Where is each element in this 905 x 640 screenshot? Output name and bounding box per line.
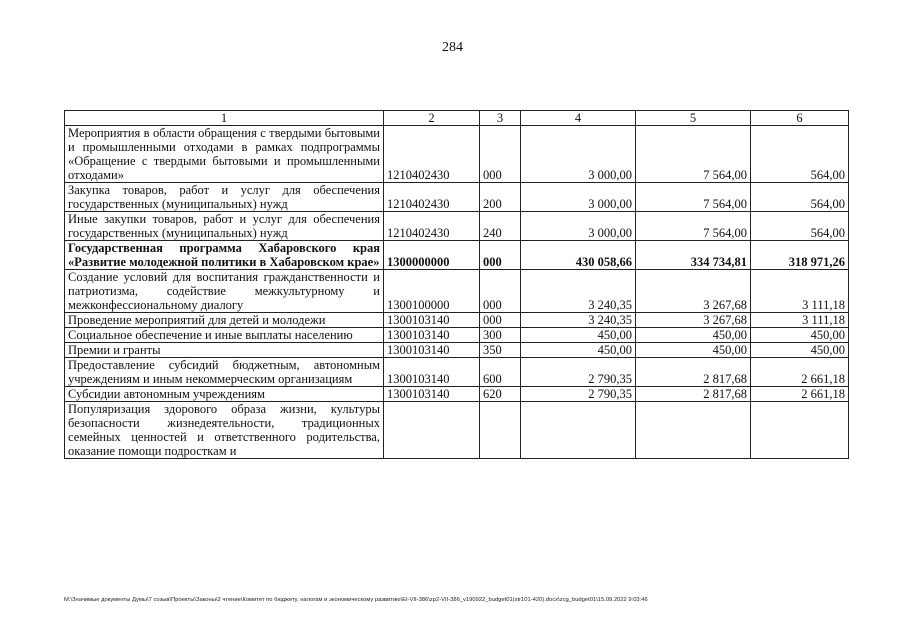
- header-cell: 3: [480, 111, 521, 126]
- row-name: Мероприятия в области обращения с твердыми бытовыми и промышленными отходами в рамках подпрограммы «Обращение с твердыми бытовыми и промышленными отходами»: [65, 126, 384, 183]
- row-value-col5: 2 817,68: [636, 387, 751, 402]
- row-value-col5: 7 564,00: [636, 212, 751, 241]
- header-cell: 1: [65, 111, 384, 126]
- row-vr: 350: [480, 343, 521, 358]
- row-vr: 000: [480, 270, 521, 313]
- row-name: Субсидии автономным учреждениям: [65, 387, 384, 402]
- row-code: [384, 402, 480, 459]
- row-value-col5: 7 564,00: [636, 183, 751, 212]
- row-code: 1210402430: [384, 183, 480, 212]
- row-value-col4: 430 058,66: [521, 241, 636, 270]
- header-cell: 5: [636, 111, 751, 126]
- row-value-col6: 2 661,18: [751, 358, 849, 387]
- row-value-col4: 2 790,35: [521, 387, 636, 402]
- table-row: [65, 183, 849, 212]
- row-vr: 600: [480, 358, 521, 387]
- row-code: 1300103140: [384, 343, 480, 358]
- row-code: 1300103140: [384, 328, 480, 343]
- row-value-col6: 3 111,18: [751, 313, 849, 328]
- row-value-col5: 334 734,81: [636, 241, 751, 270]
- table-row: [65, 402, 849, 459]
- row-value-col4: 3 000,00: [521, 126, 636, 183]
- row-value-col5: 3 267,68: [636, 313, 751, 328]
- header-cell: 6: [751, 111, 849, 126]
- row-name: Закупка товаров, работ и услуг для обеспечения государственных (муниципальных) нужд: [65, 183, 384, 212]
- table-row: [65, 212, 849, 241]
- row-value-col5: 450,00: [636, 328, 751, 343]
- row-vr: 000: [480, 126, 521, 183]
- row-name: Предоставление субсидий бюджетным, автономным учреждениям и иным некоммерческим организациям: [65, 358, 384, 387]
- footer-file-path: М:\Значимые документы Думы\7 созыв\Проекты\Законы\2 чтение\Комитет по бюджету, налогам и экономическому развитию\ЕІ-VII-386\zp2-VII-386_v190922_budget01(str101-420).docx\zcg_budget01\15.09.2022 9:03:46: [64, 597, 648, 603]
- row-value-col4: 450,00: [521, 328, 636, 343]
- row-value-col6: 450,00: [751, 328, 849, 343]
- page-number: 284: [442, 40, 463, 55]
- table-row: [65, 328, 849, 343]
- row-value-col4: 2 790,35: [521, 358, 636, 387]
- row-vr: 000: [480, 241, 521, 270]
- row-value-col6: 564,00: [751, 183, 849, 212]
- row-value-col5: 3 267,68: [636, 270, 751, 313]
- table-row: [65, 126, 849, 183]
- row-value-col6: 564,00: [751, 212, 849, 241]
- row-name: Премии и гранты: [65, 343, 384, 358]
- row-value-col5: 2 817,68: [636, 358, 751, 387]
- row-vr: 620: [480, 387, 521, 402]
- row-value-col6: [751, 402, 849, 459]
- row-name: Государственная программа Хабаровского края «Развитие молодежной политики в Хабаровском крае»: [65, 241, 384, 270]
- row-value-col4: 3 240,35: [521, 270, 636, 313]
- table-row: [65, 270, 849, 313]
- table-header-row: [65, 111, 849, 126]
- table-row-program: [65, 241, 849, 270]
- row-vr: 000: [480, 313, 521, 328]
- row-name: Создание условий для воспитания гражданственности и патриотизма, содействие межкультурному и межконфессиональному диалогу: [65, 270, 384, 313]
- row-value-col6: 318 971,26: [751, 241, 849, 270]
- row-code: 1300103140: [384, 358, 480, 387]
- row-value-col6: 564,00: [751, 126, 849, 183]
- row-code: 1210402430: [384, 212, 480, 241]
- row-code: 1300103140: [384, 387, 480, 402]
- table-row: [65, 343, 849, 358]
- row-name: Иные закупки товаров, работ и услуг для обеспечения государственных (муниципальных) нужд: [65, 212, 384, 241]
- table-row: [65, 313, 849, 328]
- row-value-col5: 7 564,00: [636, 126, 751, 183]
- header-cell: 4: [521, 111, 636, 126]
- row-value-col6: 3 111,18: [751, 270, 849, 313]
- row-name: Популяризация здорового образа жизни, культуры безопасности жизнедеятельности, традиционных семейных ценностей и ответственного родительства, оказание помощи подросткам и: [65, 402, 384, 459]
- row-vr: [480, 402, 521, 459]
- row-value-col5: [636, 402, 751, 459]
- row-code: 1300103140: [384, 313, 480, 328]
- row-value-col4: 450,00: [521, 343, 636, 358]
- row-value-col4: 3 000,00: [521, 212, 636, 241]
- row-code: 1300100000: [384, 270, 480, 313]
- table-row: [65, 387, 849, 402]
- row-name: Социальное обеспечение и иные выплаты населению: [65, 328, 384, 343]
- row-code: 1300000000: [384, 241, 480, 270]
- row-value-col5: 450,00: [636, 343, 751, 358]
- table-row: [65, 358, 849, 387]
- header-cell: 2: [384, 111, 480, 126]
- row-value-col4: [521, 402, 636, 459]
- row-value-col4: 3 240,35: [521, 313, 636, 328]
- row-value-col4: 3 000,00: [521, 183, 636, 212]
- budget-table: [64, 110, 849, 459]
- row-code: 1210402430: [384, 126, 480, 183]
- row-vr: 240: [480, 212, 521, 241]
- row-value-col6: 450,00: [751, 343, 849, 358]
- row-vr: 300: [480, 328, 521, 343]
- row-vr: 200: [480, 183, 521, 212]
- row-value-col6: 2 661,18: [751, 387, 849, 402]
- row-name: Проведение мероприятий для детей и молодежи: [65, 313, 384, 328]
